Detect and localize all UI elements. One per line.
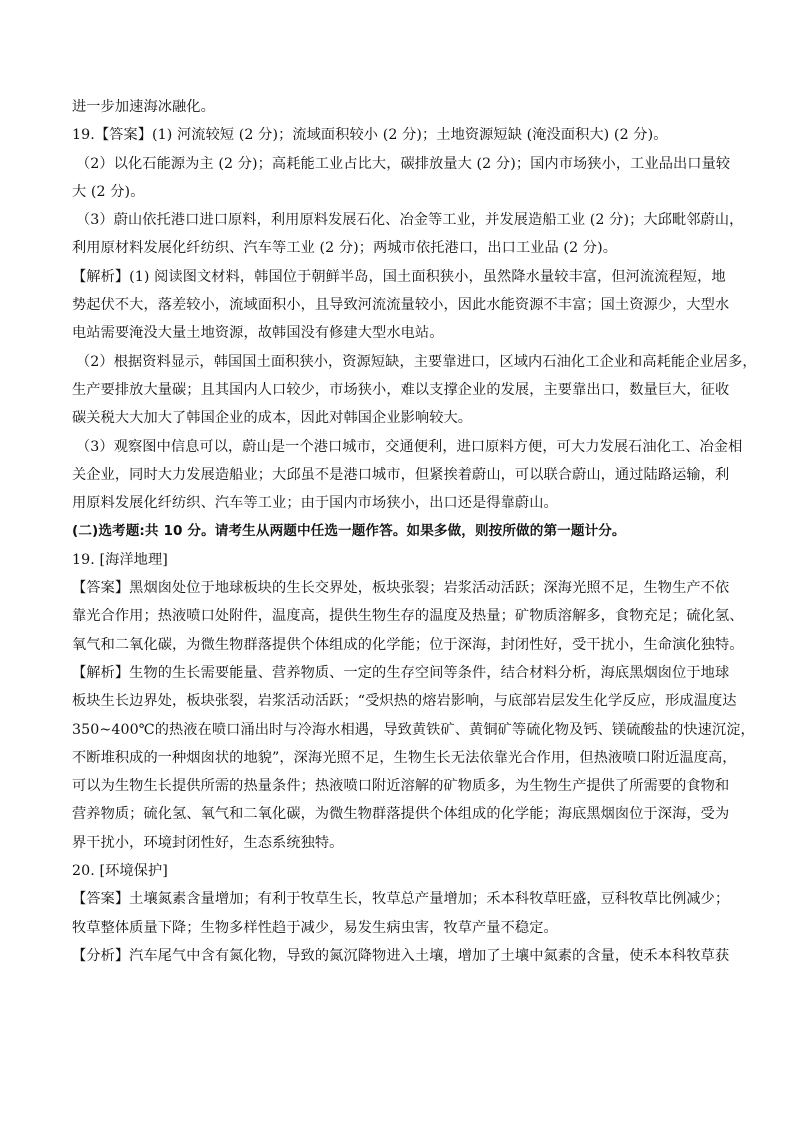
section-heading: (二)选考题:共 10 分。请考生从两题中任选一题作答。如果多做，则按所做的第一题计分。: [72, 523, 626, 540]
text-line: 碳关税大大加大了韩国企业的成本，因此对韩国企业影响较大。: [72, 410, 473, 427]
text-line: （3）观察图中信息可以，蔚山是一个港口城市，交通便利，进口原料方便，可大力发展石油化工、冶金相: [76, 438, 743, 455]
question-heading: 19. [海洋地理]: [72, 551, 168, 568]
text-line: 生产要排放大量碳；且其国内人口较少，市场狭小，难以支撑企业的发展，主要靠出口，数量巨大，征收: [72, 381, 730, 398]
text-line: 进一步加速海冰融化。: [72, 99, 215, 115]
answer-line: 【答案】土壤氮素含量增加；有利于牧草生长，牧草总产量增加；禾本科牧草旺盛，豆科牧草比例减少；: [72, 891, 730, 908]
question-heading: 20. [环境保护]: [72, 863, 168, 880]
text-line: 势起伏不大，落差较小，流域面积小，且导致河流流量较小，因此水能资源不丰富；国土资源少，大型水: [72, 297, 730, 314]
text-line: 氧气和二氧化碳，为微生物群落提供个体组成的化学能；位于深海，封闭性好，受干扰小，生命演化独特。: [72, 636, 744, 653]
text-line: 靠光合作用；热液喷口处附件，温度高，提供生物生存的温度及热量；矿物质溶解多，食物充足；硫化氢、: [72, 608, 744, 625]
text-line: 板块生长边界处，板块张裂，岩浆活动活跃；“受炽热的熔岩影响，与底部岩层发生化学反应，形成温度达: [72, 693, 737, 710]
answer-19-line: 19.【答案】(1) 河流较短 (2 分)；流域面积较小 (2 分)；土地资源短缺 (淹没面积大) (2 分)。: [72, 127, 668, 144]
analysis-line: 【分析】汽车尾气中含有氮化物，导致的氮沉降物进入土壤，增加了土壤中氮素的含量，使禾本科牧草获: [72, 947, 730, 964]
answer-line: 【答案】黑烟囱处位于地球板块的生长交界处，板块张裂；岩浆活动活跃；深海光照不足，生物生产不依: [72, 580, 730, 597]
text-line: 可以为生物生长提供所需的热量条件；热液喷口附近溶解的矿物质多，为生物生产提供了所需要的食物和: [72, 778, 730, 795]
text-line: 用原料发展化纤纺织、汽车等工业；由于国内市场狭小，出口还是得靠蔚山。: [72, 495, 558, 512]
text-line: （2）根据资料显示，韩国国土面积狭小，资源短缺，主要靠进口，区域内石油化工企业和高耗能企业居多，: [76, 353, 757, 370]
text-line: 利用原材料发展化纤纺织、汽车等工业 (2 分)；两城市依托港口，出口工业品 (2 分)。: [72, 240, 618, 257]
text-line: 电站需要淹没大量土地资源，故韩国没有修建大型水电站。: [72, 325, 444, 342]
text-line: 350~400℃的热液在喷口涌出时与冷海水相遇，导致黄铁矿、黄铜矿等硫化物及钙、镁硫酸盐的快速沉淀，: [72, 721, 755, 738]
text-line: （3）蔚山依托港口进口原料，利用原料发展石化、冶金等工业，并发展造船工业 (2 分)；大邱毗邻蔚山，: [76, 212, 744, 229]
document-page: [72, 98, 757, 975]
text-line: 不断堆积成的一种烟囱状的地貌”，深海光照不足，生物生长无法依靠光合作用，但热液喷口附近温度高，: [72, 749, 737, 766]
text-line: 关企业，同时大力发展造船业；大邱虽不是港口城市，但紧挨着蔚山，可以联合蔚山，通过陆路运输，利: [72, 466, 730, 483]
text-line: 营养物质；硫化氢、氧气和二氧化碳，为微生物群落提供个体组成的化学能；海底黑烟囱位于深海，受为: [72, 806, 730, 823]
text-line: 界干扰小，环境封闭性好，生态系统独特。: [72, 834, 344, 851]
analysis-line: 【解析】生物的生长需要能量、营养物质、一定的生存空间等条件，结合材料分析，海底黑烟囱位于地球: [72, 664, 730, 681]
analysis-line: 【解析】(1) 阅读图文材料，韩国位于朝鲜半岛，国土面积狭小，虽然降水量较丰富，但河流流程短，地: [72, 268, 726, 285]
text-line: 牧草整体质量下降；生物多样性趋于减少，易发生病虫害，牧草产量不稳定。: [72, 919, 558, 936]
text-line: （2）以化石能源为主 (2 分)；高耗能工业占比大，碳排放量大 (2 分)；国内市场狭小，工业品出口量较: [76, 155, 731, 172]
text-line: 大 (2 分)。: [72, 183, 145, 200]
